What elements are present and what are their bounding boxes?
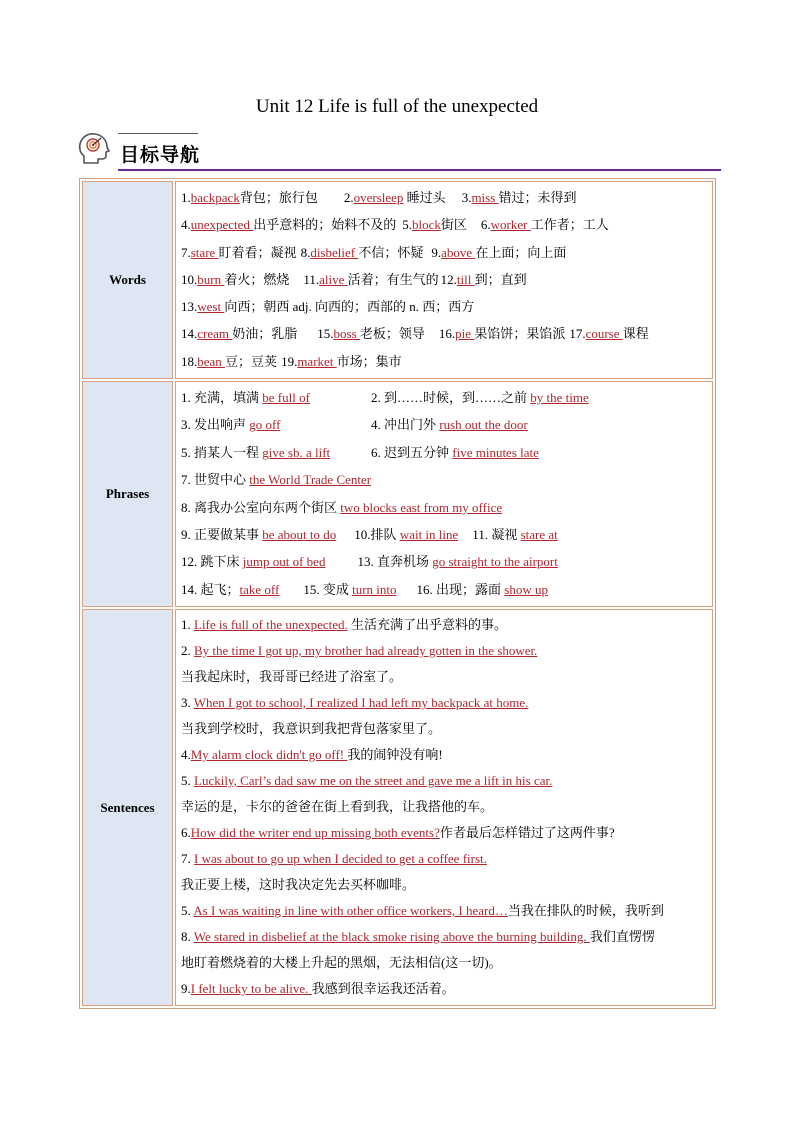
answer: Luckily, Carl’s dad saw me on the street and gave me a lift in his car. [194,773,553,789]
answer: miss [471,190,499,205]
phrases-label: Phrases [82,381,173,607]
answer: be about to do [262,527,337,543]
answer: oversleep [353,190,404,205]
list-item: 13.west 向西；朝西 adj. 向西的；西部的 n. 西；西方 [181,299,475,315]
list-item: 9. 正要做某事 be about to do 10.排队 wait in line 11. 凝视 stare at [181,527,558,543]
study-table [79,178,716,1009]
answer: cream [197,326,233,342]
list-item: 18.bean 豆；豆荚 19.market 市场；集市 [181,353,402,369]
sentences-row [82,609,713,1006]
translation: 当我到学校时，我意识到我把背包落家里了。 [181,721,442,737]
translation: 幸运的是，卡尔的爸爸在街上看到我，让我搭他的车。 [181,799,494,815]
answer: show up [504,581,548,597]
list-item: 8. We stared in disbelief at the black smoke rising above the burning building. 我们直愣愣 [181,929,655,945]
banner-rule [118,169,721,171]
answer: I was about to go up when I decided to get a coffee first. [194,851,487,867]
phrases-row [82,381,713,607]
answer: alive [319,271,348,287]
answer: give sb. a lift [262,444,331,460]
list-item: 1.backpack背包；旅行包 2.oversleep 睡过头 3.miss 错过；未得到 [181,190,577,205]
answer: As I was waiting in line with other office workers, I heard… [193,903,508,919]
list-item: 9.I felt lucky to be alive. 我感到很幸运我还活着。 [181,981,455,997]
answer: five minutes late [452,444,539,460]
answer: burn [197,271,225,287]
translation: 我正要上楼，这时我决定先去买杯咖啡。 [181,877,416,893]
answer: By the time I got up, my brother had already gotten in the shower. [194,643,538,659]
list-item: 1. Life is full of the unexpected. 生活充满了出乎意料的事。 [181,617,508,633]
answer: above [441,244,476,260]
answer: course [585,326,623,342]
answer: wait in line [399,527,459,543]
list-item: 14.cream 奶油；乳脂 15.boss 老板；领导 16.pie 果馅饼；果馅派 17.course 课程 [181,326,649,342]
list-item: 5. 捎某人一程 give sb. a lift 6. 迟到五分钟 five minutes late [181,444,539,460]
answer: go straight to the airport [432,554,558,570]
list-item: 2. By the time I got up, my brother had already gotten in the shower. [181,643,538,659]
list-item: 3. When I got to school, I realized I had left my backpack at home. [181,695,529,711]
list-item: 8. 离我办公室向东两个街区 two blocks east from my office [181,499,503,515]
answer: boss [333,326,360,342]
sentences-label: Sentences [82,609,173,1006]
list-item: 3. 发出响声 go off 4. 冲出门外 rush out the door [181,417,528,433]
list-item: 1. 充满，填满 be full of 2. 到……时候，到……之前 by the time [181,390,589,406]
phrases-cell [175,381,713,607]
answer: market [297,353,337,369]
answer: I felt lucky to be alive. [190,981,312,997]
answer: disbelief [310,244,359,260]
answer: block [411,217,441,233]
answer: stare [190,244,219,260]
sentences-cell [175,609,713,1006]
answer: two blocks east from my office [340,499,503,515]
list-item: 5. Luckily, Carl’s dad saw me on the street and gave me a lift in his car. [181,773,553,789]
list-item: 7.stare 盯着看；凝视 8.disbelief 不信；怀疑 9.above 在上面；向上面 [181,244,567,260]
list-item: 10.burn 着火；燃烧 11.alive 活着；有生气的 12.till 到；直到 [181,271,527,287]
list-item: 7. I was about to go up when I decided to get a coffee first. [181,851,487,867]
answer: bean [197,353,226,369]
answer: till [456,271,475,287]
answer: stare at [520,527,558,543]
words-cell [175,181,713,379]
translation: 地盯着燃烧着的大楼上升起的黑烟，无法相信(这一切)。 [181,955,502,971]
answer: go off [249,417,281,433]
list-item: 4.unexpected 出乎意料的；始料不及的 5.block街区 6.worker 工作者；工人 [181,217,609,233]
list-item: 7. 世贸中心 the World Trade Center [181,472,372,488]
list-item: 14. 起飞；take off 15. 变成 turn into 16. 出现；露面 show up [181,581,548,597]
words-label: Words [82,181,173,379]
answer: turn into [352,581,397,597]
answer: pie [455,326,475,342]
translation: 当我起床时，我哥哥已经进了浴室了。 [181,669,403,685]
answer: rush out the door [439,417,528,433]
answer: the World Trade Center [249,472,372,488]
answer: Life is full of the unexpected. [194,617,348,633]
answer: How did the writer end up missing both events? [190,825,440,841]
list-item: 12. 跳下床 jump out of bed 13. 直奔机场 go straight to the airport [181,554,558,570]
words-row [82,181,713,379]
answer: by the time [530,390,589,406]
answer: We stared in disbelief at the black smoke rising above the burning building. [193,929,590,945]
answer: backpack [190,190,240,205]
answer: jump out of bed [242,554,326,570]
section-heading: 目标导航 [120,144,201,166]
answer: west [197,299,225,315]
page-title: Unit 12 Life is full of the unexpected [255,96,539,117]
section-banner [76,128,721,172]
list-item: 5. As I was waiting in line with other office workers, I heard…当我在排队的时候，我听到 [181,903,664,919]
list-item: 4.My alarm clock didn't go off! 我的闹钟没有响! [181,747,443,763]
answer: My alarm clock didn't go off! [190,747,348,763]
answer: take off [239,581,280,597]
target-head-icon [76,130,112,166]
answer: When I got to school, I realized I had left my backpack at home. [193,695,529,711]
answer: be full of [262,390,310,406]
answer: unexpected [190,217,254,233]
list-item: 6.How did the writer end up missing both events?作者最后怎样错过了这两件事? [181,825,615,841]
banner-overline [118,133,198,134]
answer: worker [490,217,531,233]
